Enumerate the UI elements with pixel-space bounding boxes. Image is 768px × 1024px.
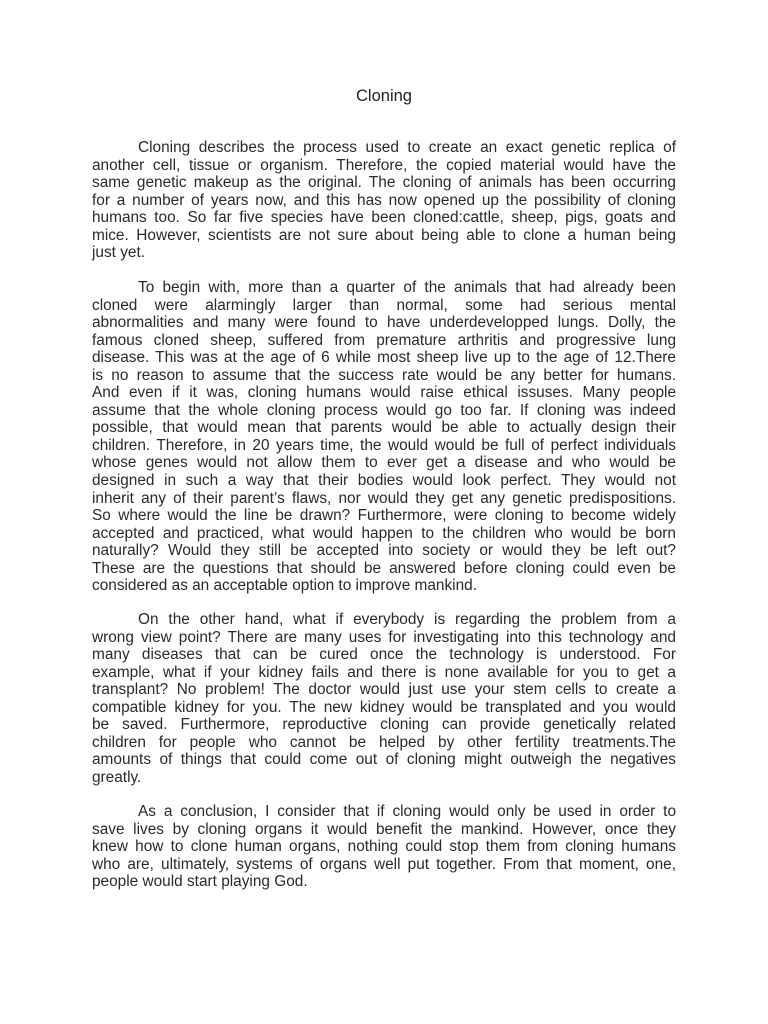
- text-line: compatible kidney for you. The new kidney would be transplated and you would: [92, 698, 676, 716]
- text-line: be saved. Furthermore, reproductive cloning can provide genetically related: [92, 716, 676, 734]
- text-line: another cell, tissue or organism. Therefore, the copied material would have the: [92, 156, 676, 174]
- paragraph-1: [92, 139, 676, 262]
- text-line: save lives by cloning organs it would benefit the mankind. However, once they: [92, 820, 676, 838]
- text-line: just yet.: [92, 244, 146, 262]
- text-line: abnormalities and many were found to have underdevelopped lungs. Dolly, the: [92, 314, 676, 332]
- text-line: naturally? Would they still be accepted into society or would they be left out?: [92, 542, 676, 560]
- text-line: assume that the whole cloning process would go too far. If cloning was indeed: [92, 401, 676, 419]
- text-line: children for people who cannot be helped by other fertility treatments.The: [92, 733, 676, 751]
- text-line: many diseases that can be cured once the technology is understood. For: [92, 646, 676, 664]
- document-title: Cloning: [356, 87, 412, 105]
- text-line: considered as an acceptable option to improve mankind.: [92, 577, 477, 595]
- text-line: transplant? No problem! The doctor would just use your stem cells to create a: [92, 681, 676, 699]
- text-line: example, what if your kidney fails and there is none available for you to get a: [92, 663, 676, 681]
- text-line: accepted and practiced, what would happen to the children who would be born: [92, 524, 676, 542]
- text-line: whose genes would not allow them to ever get a disease and who would be: [92, 454, 676, 472]
- text-line: So where would the line be drawn? Furthermore, were cloning to become widely: [92, 507, 676, 525]
- paragraph-4: [92, 803, 676, 891]
- text-line: inherit any of their parent’s flaws, nor would they get any genetic predispositions.: [92, 489, 676, 507]
- text-line: amounts of things that could come out of cloning might outweigh the negatives: [92, 751, 676, 769]
- text-line: On the other hand, what if everybody is regarding the problem from a: [138, 611, 676, 628]
- text-line: As a conclusion, I consider that if cloning would only be used in order to: [138, 803, 676, 820]
- text-line: And even if it was, cloning humans would raise ethical issuses. Many people: [92, 384, 676, 402]
- text-line: cloned were alarmingly larger than normal, some had serious mental: [92, 296, 676, 314]
- text-line: mice. However, scientists are not sure about being able to clone a human being: [92, 226, 676, 244]
- text-line: same genetic makeup as the original. The cloning of animals has been occurring: [92, 174, 676, 192]
- text-line: To begin with, more than a quarter of the animals that had already been: [138, 279, 676, 296]
- text-line: knew how to clone human organs, nothing could stop them from cloning humans: [92, 838, 676, 856]
- text-line: humans too. So far five species have been cloned:cattle, sheep, pigs, goats and: [92, 209, 676, 227]
- text-line: children. Therefore, in 20 years time, the would would be full of perfect individuals: [92, 436, 676, 454]
- text-line: greatly.: [92, 768, 142, 786]
- text-line: for a number of years now, and this has now opened up the possibility of cloning: [92, 191, 676, 209]
- text-line: Cloning describes the process used to create an exact genetic replica of: [138, 139, 676, 156]
- text-line: wrong view point? There are many uses for investigating into this technology and: [92, 628, 676, 646]
- text-line: disease. This was at the age of 6 while most sheep live up to the age of 12.There: [92, 349, 676, 367]
- text-line: who are, ultimately, systems of organs well put together. From that moment, one,: [92, 855, 676, 873]
- text-line: famous cloned sheep, suffered from premature arthritis and progressive lung: [92, 331, 676, 349]
- text-line: people would start playing God.: [92, 873, 308, 891]
- text-line: designed in such a way that their bodies would look perfect. They would not: [92, 472, 676, 490]
- paragraph-2: [92, 279, 676, 595]
- text-line: These are the questions that should be answered before cloning could even be: [92, 559, 676, 577]
- paragraph-3: [92, 611, 676, 786]
- text-line: is no reason to assume that the success rate would be any better for humans.: [92, 366, 676, 384]
- text-line: possible, that would mean that parents would be able to actually design their: [92, 419, 676, 437]
